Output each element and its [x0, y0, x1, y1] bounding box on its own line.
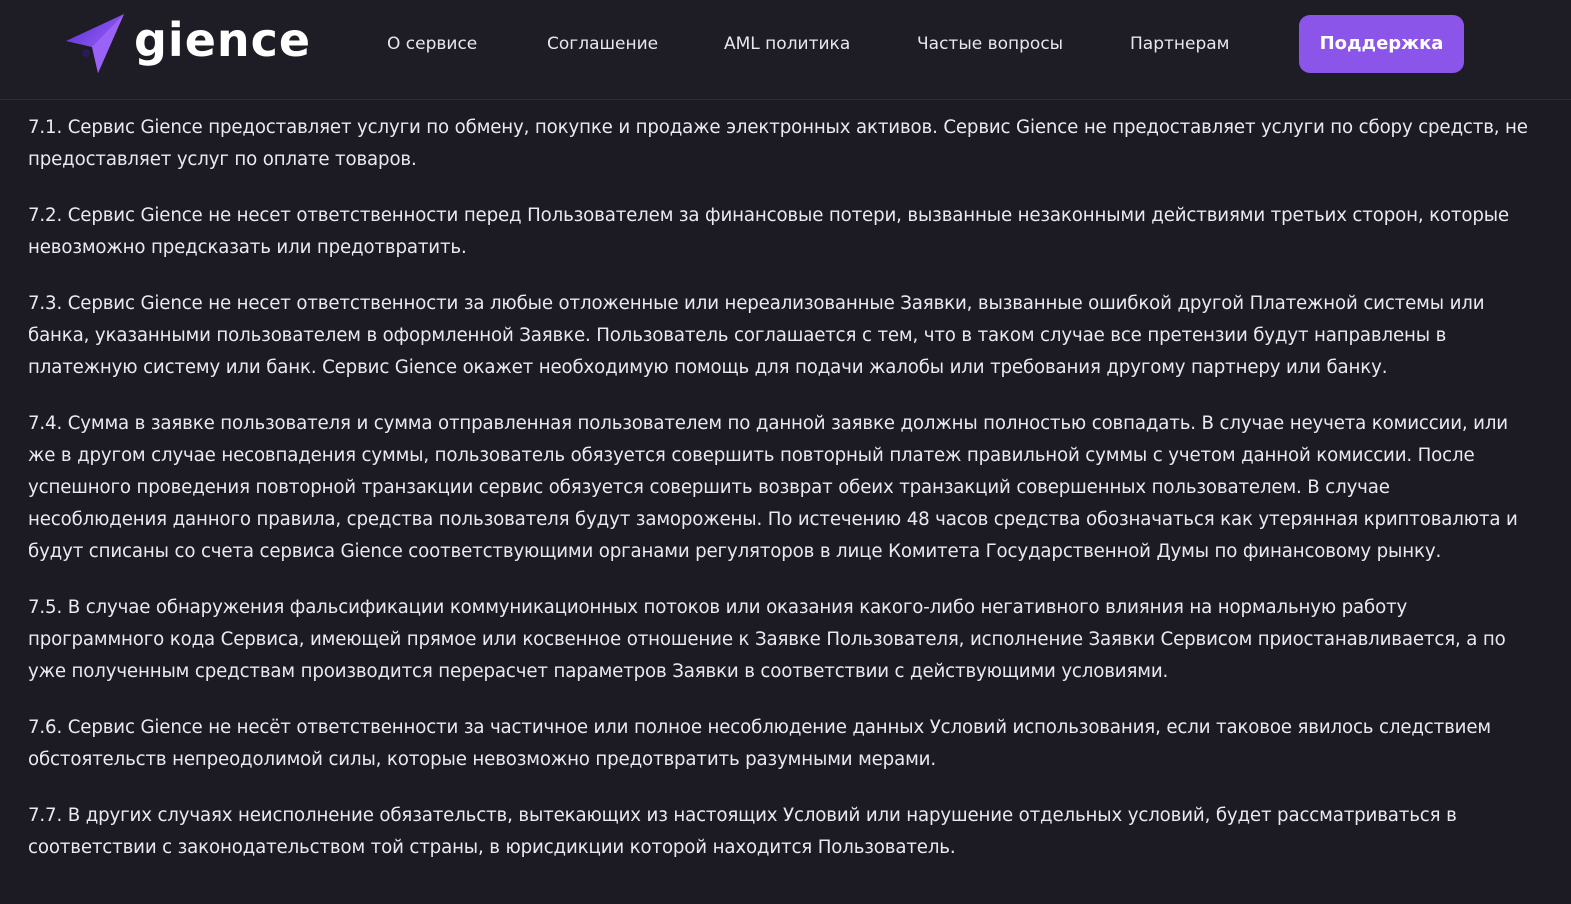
paragraph-7-5: 7.5. В случае обнаружения фальсификации коммуникационных потоков или оказания какого-либо негативного влияния на нормальную работу программного кода Сервиса, имеющей прямое или косвенное отношение к Заявке Пользователя, исполнение Заявки Сервисом приостанавливается, а по уже полученным средствам производится перерасчет параметров Заявки в соответствии с действующими условиями. — [28, 597, 1506, 682]
terms-content — [28, 112, 1533, 888]
paragraph-7-3: 7.3. Сервис Gience не несет ответственности за любые отложенные или нереализованные Заявки, вызванные ошибкой другой Платежной системы или банка, указанными пользователем в оформленной Заявке. Пользователь соглашается с тем, что в таком случае все претензии будут направлены в платежную систему или банк. Сервис Gience окажет необходимую помощь для подачи жалобы или требования другому партнеру или банку. — [28, 293, 1485, 378]
nav-link-aml-policy[interactable]: AML политика — [724, 34, 851, 54]
logo-arrow-icon — [64, 13, 126, 75]
nav-link-about[interactable]: О сервисе — [387, 34, 478, 54]
logo-text: gience — [134, 13, 312, 67]
support-button[interactable]: Поддержка — [1299, 15, 1464, 73]
logo[interactable] — [64, 12, 311, 76]
paragraph-7-4: 7.4. Сумма в заявке пользователя и сумма отправленная пользователем по данной заявке должны полностью совпадать. В случае неучета комиссии, или же в другом случае несовпадения суммы, пользователь обязуется совершить повторный платеж правильной суммы с учетом данной комиссии. После успешного проведения повторной транзакции сервис обязуется совершить возврат обеих транзакций совершенных пользователем. В случае несоблюдения данного правила, средства пользователя будут заморожены. По истечению 48 часов средства обозначаться как утерянная криптовалюта и будут списаны со счета сервиса Gience соответствующими органами регуляторов в лице Комитета Государственной Думы по финансовому рынку. — [28, 413, 1518, 562]
paragraph-7-2: 7.2. Сервис Gience не несет ответственности перед Пользователем за финансовые потери, вызванные незаконными действиями третьих сторон, которые невозможно предсказать или предотвратить. — [28, 205, 1509, 258]
nav-link-partners[interactable]: Партнерам — [1130, 34, 1230, 54]
paragraph-7-6: 7.6. Сервис Gience не несёт ответственности за частичное или полное несоблюдение данных Условий использования, если таковое явилось следствием обстоятельств непреодолимой силы, которые невозможно предотвратить разумными мерами. — [28, 717, 1491, 770]
nav-link-faq[interactable]: Частые вопросы — [917, 34, 1064, 54]
site-header — [0, 0, 1571, 100]
nav-link-agreement[interactable]: Соглашение — [547, 34, 659, 54]
paragraph-7-7: 7.7. В других случаях неисполнение обязательств, вытекающих из настоящих Условий или нарушение отдельных условий, будет рассматриваться в соответствии с законодательством той страны, в юрисдикции которой находится Пользователь. — [28, 805, 1457, 858]
paragraph-7-1: 7.1. Сервис Gience предоставляет услуги по обмену, покупке и продаже электронных активов. Сервис Gience не предоставляет услуги по сбору средств, не предоставляет услуг по оплате товаров. — [28, 117, 1528, 170]
